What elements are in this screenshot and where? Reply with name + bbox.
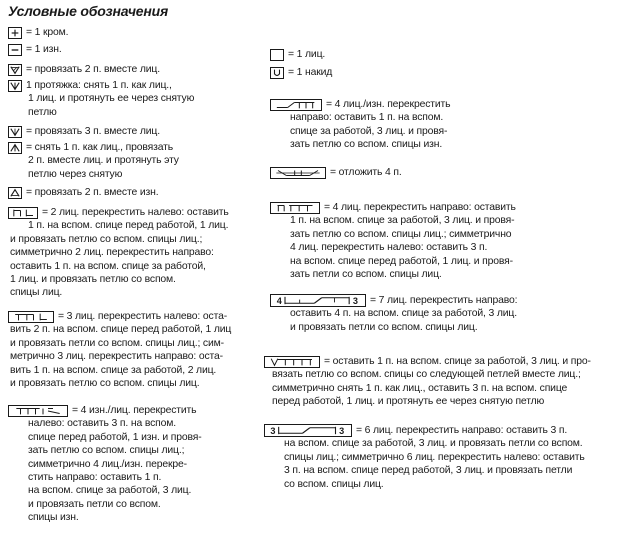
double-decrease-icon [8, 142, 22, 154]
p2tog-icon [8, 187, 22, 199]
cross-6-right-icon [264, 424, 352, 437]
cross-6-right-count: 3 [339, 426, 345, 437]
legend-entry-cross-4-right: = 4 лиц. перекрестить направо: оставить 1 п. на вспом. спице за работой, 3 лиц. и провя- зать петлю со вспом. спицы лиц.; симметрично 4 лиц. перекрестить налево: оставить 3 п. на вспом. спице перед работой, 1 лиц. и провя- зать петли со вспом. спицы лиц. [270, 201, 516, 281]
knit-box-icon [270, 49, 284, 61]
cross-4-right-icon [270, 202, 320, 214]
legend-entry-cross-2: = 2 лиц. перекрестить налево: оставить 1 п. на вспом. спице перед работой, 1 лиц. и провязать петлю со вспом. спицы лиц.; симметрично 2 лиц. перекрестить направо: оставить 1 п. на вспом. спице за работой, 1 лиц. и провязать петлю со вспом. спицы лиц. [10, 207, 229, 299]
legend-entry-cross-4-purl: = 4 изн./лиц. перекрестить налево: оставить 3 п. на вспом. спице перед работой, 1 изн. и провя- зать петлю со вспом. спицы лиц.; симметрично 4 лиц./изн. перекре- стить направо: оставить 1 п. на вспом. спице за работой, 3 лиц. и провязать петли со вспом. спицы изн. [8, 404, 202, 525]
legend-entry-cross-4-knit-purl: = 4 лиц./изн. перекрестить направо: оставить 1 п. на вспом. спице за работой, 3 лиц. и провя- зать петлю со вспом. спицы изн. [270, 98, 450, 152]
cross-4-purl-left-icon [8, 405, 68, 417]
legend-entry-knit: = 1 лиц. [270, 48, 325, 61]
legend-entry-set-aside: = отложить 4 п. [270, 166, 402, 179]
cross-7-right-count: 3 [352, 296, 358, 307]
legend-title: Условные обозначения [8, 3, 169, 19]
purl-dash-icon [8, 44, 22, 56]
legend-entry-yarn-over: = 1 накид [270, 66, 332, 79]
legend-entry-double-decrease: = снять 1 п. как лиц., провязать 2 п. вместе лиц. и протянуть эту петлю через снятую [8, 141, 179, 181]
cross-3-left-icon [8, 311, 54, 323]
set-aside-4-icon [270, 167, 326, 179]
yarn-over-icon [270, 67, 284, 79]
cross-6-left-count: 3 [270, 426, 276, 437]
legend-entry-slip-knit-pass: 1 протяжка: снять 1 п. как лиц., 1 лиц. и протянуть ее через снятую петлю [8, 79, 194, 119]
legend-entry-k3tog: = провязать 3 п. вместе лиц. [8, 125, 160, 138]
cross-decrease-icon [264, 356, 320, 368]
slip-knit-pass-icon [8, 80, 22, 92]
edge-stitch-icon [8, 27, 22, 39]
legend-entry-cross-6: 3 3 = 6 лиц. перекрестить направо: оставить 3 п. на вспом. спице за работой, 3 лиц. и провязать петли со вспом. спицы лиц.; симметрично 6 лиц. перекрестить налево: оставить 3 п. на вспом. спице перед работой, 3 лиц. и провязать петли со вспом. спицы лиц. [264, 424, 585, 491]
legend-entry-cross-decrease: = оставить 1 п. на вспом. спице за работой, 3 лиц. и про- вязать петлю со вспом. спицы со следующей петлей вместе лиц.; симметрично снять 1 п. как лиц., оставить 3 п. на вспом. спице перед работой, 1 лиц. и протянуть ее через снятую петлю [264, 355, 591, 409]
k2tog-icon [8, 64, 22, 76]
legend-entry-k2tog: = провязать 2 п. вместе лиц. [8, 63, 160, 76]
legend-entry-purl: = 1 изн. [8, 43, 62, 56]
k3tog-icon [8, 126, 22, 138]
legend-entry-cross-3: = 3 лиц. перекрестить налево: оста- вить 2 п. на вспом. спице перед работой, 1 лиц и провязать петли со вспом. спицы лиц.; сим- метрично 3 лиц. перекрестить направо: оста- вить 1 п. на вспом. спице за работой, 2 лиц. и провязать петлю со вспом. спицы лиц. [10, 311, 232, 390]
legend-entry-edge-stitch: = 1 кром. [8, 26, 68, 39]
cross-2-left-icon [8, 207, 38, 219]
legend-entry-p2tog: = провязать 2 п. вместе изн. [8, 186, 158, 199]
cross-7-left-count: 4 [276, 296, 282, 307]
cross-4-knit-purl-right-icon [270, 99, 322, 111]
cross-7-right-icon [270, 294, 366, 307]
legend-entry-cross-7: 4 3 = 7 лиц. перекрестить направо: оставить 4 п. на вспом. спице за работой, 3 лиц. и провязать петли со вспом. спицы лиц. [270, 294, 517, 334]
